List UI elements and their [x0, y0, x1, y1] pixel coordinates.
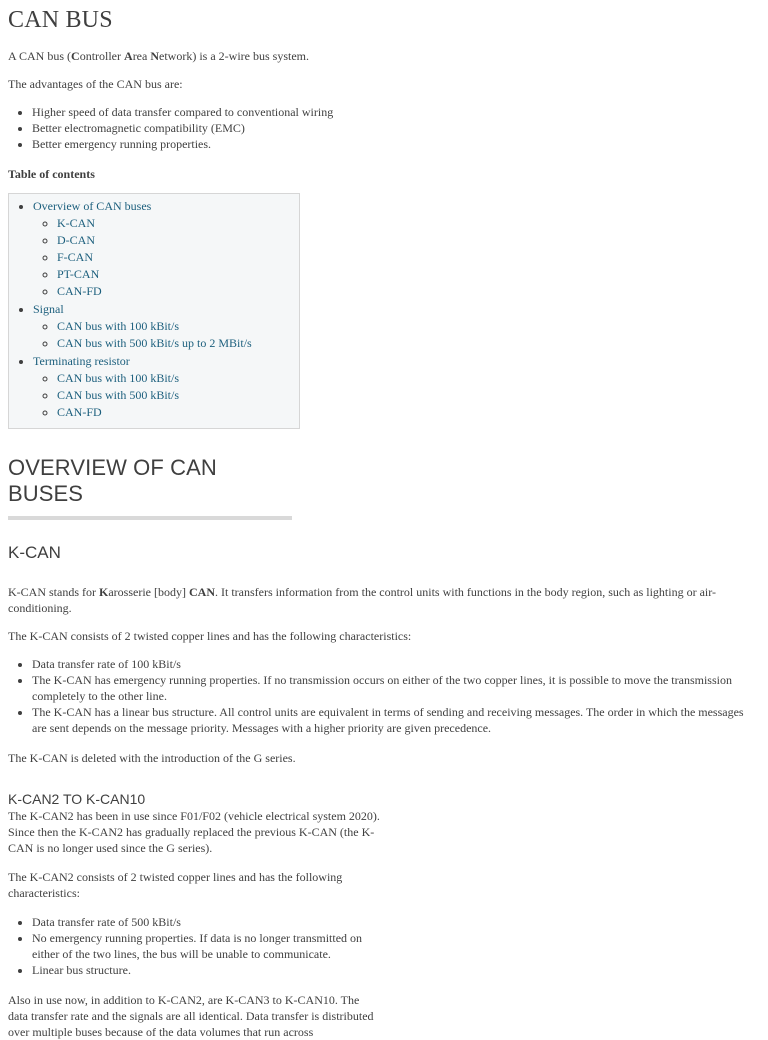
- k-can2-characteristics-list: [8, 914, 380, 978]
- list-item: • Better emergency running properties.: [32, 136, 760, 152]
- k-can-characteristics-list: [8, 656, 760, 736]
- toc-link-signal-100[interactable]: CAN bus with 100 kBit/s: [57, 319, 180, 333]
- subsection-heading-k-can2: K-CAN2 TO K-CAN10: [8, 791, 146, 807]
- k-can-bold-k: K: [99, 585, 109, 599]
- intro-bold-n: N: [150, 49, 160, 63]
- toc-subitem: [57, 318, 291, 335]
- toc-link-signal-500[interactable]: CAN bus with 500 kBit/s up to 2 MBit/s: [57, 336, 252, 350]
- intro-text: ontroller: [79, 49, 125, 63]
- toc-subitem: [57, 283, 291, 300]
- intro-bold-c: C: [71, 49, 80, 63]
- k-can2-paragraph: The K-CAN2 has been in use since F01/F02 (vehicle electrical system 2020). Since then the K-CAN2 has gradually replaced the previous K-CAN (the K-CAN is no longer used since the G series).: [8, 809, 380, 855]
- toc-title: Table of contents: [8, 167, 95, 181]
- toc-subitem: [57, 249, 291, 266]
- toc-link-can-fd[interactable]: CAN-FD: [57, 284, 102, 298]
- k-can-text: . It transfers information from the control units with functions in the body region, such as lighting or air-conditioning.: [8, 585, 716, 615]
- table-of-contents: [8, 193, 300, 429]
- list-item: • The K-CAN has a linear bus structure. All control units are equivalent in terms of sending and receiving messages. The order in which the messages are sent depends on the message priority. Messages with a higher priority are given precedence.: [32, 704, 760, 736]
- toc-subitem: [57, 232, 291, 249]
- list-item: • The K-CAN has emergency running properties. If no transmission occurs on either of the two copper lines, it is possible to move the transmission completely to the other line.: [32, 672, 760, 704]
- advantages-list: [8, 104, 760, 152]
- toc-link-pt-can[interactable]: PT-CAN: [57, 267, 100, 281]
- k-can2-content: [8, 808, 380, 1040]
- toc-link-d-can[interactable]: D-CAN: [57, 233, 95, 247]
- toc-subitem: [57, 215, 291, 232]
- list-item: • Data transfer rate of 100 kBit/s: [32, 656, 760, 672]
- toc-subitem: [57, 387, 291, 404]
- toc-subitem: [57, 335, 291, 352]
- toc-group: [33, 353, 291, 421]
- intro-text: rea: [132, 49, 151, 63]
- k-can2-additional-buses: Also in use now, in addition to K-CAN2, are K-CAN3 to K-CAN10. The data transfer rate and the signals are all identical. Data transfer is distributed over multiple buses because of the data volumes that run across: [8, 993, 374, 1039]
- intro-bold-a: A: [124, 49, 133, 63]
- toc-link-k-can[interactable]: K-CAN: [57, 216, 95, 230]
- list-item: • No emergency running properties. If data is no longer transmitted on either of the two lines, the bus will be unable to communicate.: [32, 930, 380, 962]
- toc-group: [33, 301, 291, 352]
- section-heading-overview: OVERVIEW OF CAN BUSES: [8, 455, 292, 520]
- k-can-paragraph: [8, 584, 760, 616]
- k-can-text: K-CAN stands for: [8, 585, 99, 599]
- toc-subitem: [57, 404, 291, 421]
- toc-link-resistor-can-fd[interactable]: CAN-FD: [57, 405, 102, 419]
- list-item: • Linear bus structure.: [32, 962, 380, 978]
- list-item: • Better electromagnetic compatibility (EMC): [32, 120, 760, 136]
- toc-link-terminating-resistor[interactable]: Terminating resistor: [33, 354, 130, 368]
- toc-link-overview[interactable]: Overview of CAN buses: [33, 199, 152, 213]
- toc-link-resistor-100[interactable]: CAN bus with 100 kBit/s: [57, 371, 180, 385]
- subsection-heading-k-can: K-CAN: [8, 543, 61, 562]
- intro-text: A CAN bus (: [8, 49, 72, 63]
- k-can-text: arosserie [body]: [108, 585, 189, 599]
- page-title: CAN BUS: [8, 7, 113, 33]
- toc-link-resistor-500[interactable]: CAN bus with 500 kBit/s: [57, 388, 180, 402]
- toc-subitem: [57, 266, 291, 283]
- k-can-bold-can: CAN: [188, 585, 215, 599]
- list-item: • Higher speed of data transfer compared to conventional wiring: [32, 104, 760, 120]
- k-can2-characteristics-intro: The K-CAN2 consists of 2 twisted copper lines and has the following characteristics:: [8, 870, 343, 900]
- k-can-deleted-note: The K-CAN is deleted with the introduction of the G series.: [8, 751, 296, 765]
- intro-text: etwork) is a 2-wire bus system.: [159, 49, 309, 63]
- toc-link-signal[interactable]: Signal: [33, 302, 64, 316]
- list-item: • Data transfer rate of 500 kBit/s: [32, 914, 380, 930]
- advantages-intro: The advantages of the CAN bus are:: [8, 77, 183, 91]
- k-can-characteristics-intro: The K-CAN consists of 2 twisted copper lines and has the following characteristics:: [8, 629, 412, 643]
- intro-paragraph: [8, 48, 760, 64]
- toc-group: [33, 198, 291, 300]
- toc-subitem: [57, 370, 291, 387]
- toc-link-f-can[interactable]: F-CAN: [57, 250, 94, 264]
- document-page: [0, 6, 768, 1040]
